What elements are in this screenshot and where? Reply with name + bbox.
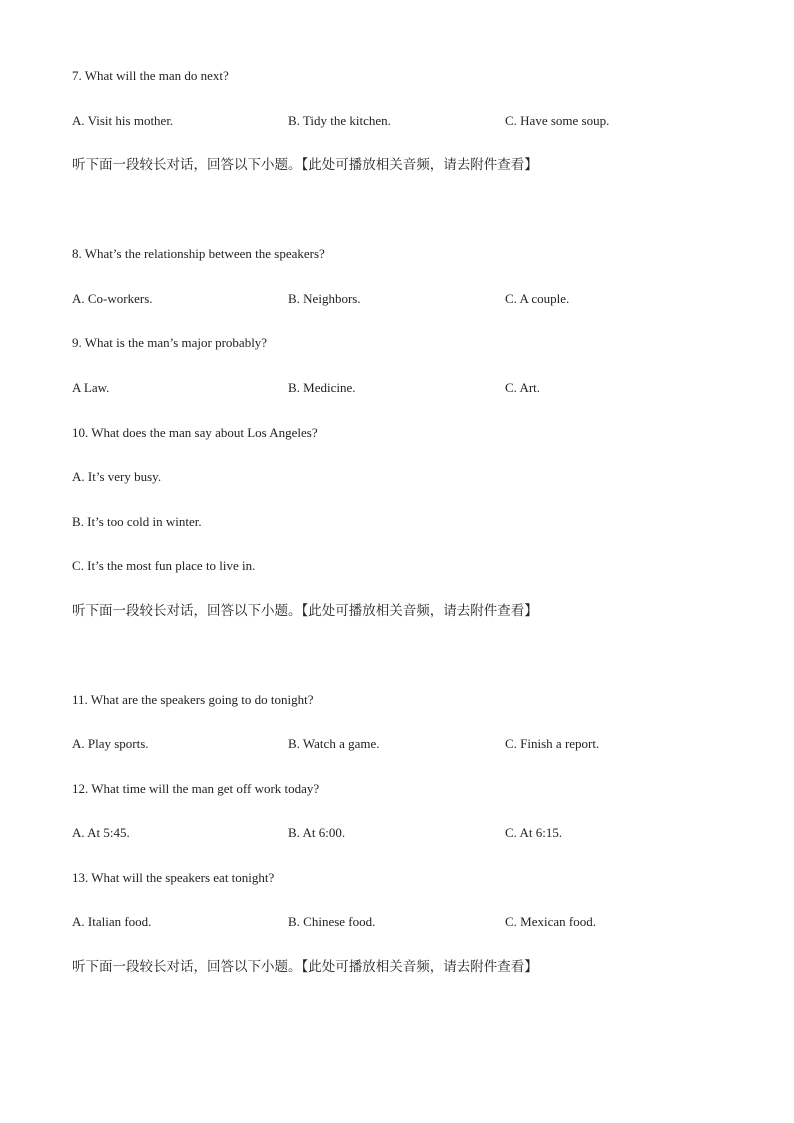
q10-option-b: B. It’s too cold in winter.: [72, 514, 202, 529]
q8-option-a: A. Co-workers.: [72, 291, 153, 306]
q9-option-b: B. Medicine.: [288, 380, 356, 395]
q12-option-a: A. At 5:45.: [72, 825, 130, 840]
q11-option-b: B. Watch a game.: [288, 736, 380, 751]
listening-instruction-1: 听下面一段较长对话，回答以下小题。【此处可播放相关音频，请去附件查看】: [72, 157, 538, 173]
question-7: 7. What will the man do next?: [72, 68, 229, 83]
q12-option-c: C. At 6:15.: [505, 825, 563, 840]
question-9: 9. What is the man’s major probably?: [72, 335, 268, 350]
question-10: 10. What does the man say about Los Angeles?: [72, 425, 318, 440]
question-8: 8. What’s the relationship between the speakers?: [72, 246, 325, 261]
q12-option-b: B. At 6:00.: [288, 825, 346, 840]
q11-option-a: A. Play sports.: [72, 736, 149, 751]
listening-instruction-3: 听下面一段较长对话，回答以下小题。【此处可播放相关音频，请去附件查看】: [72, 959, 538, 975]
q13-option-a: A. Italian food.: [72, 914, 152, 929]
question-11: 11. What are the speakers going to do tonight?: [72, 692, 314, 707]
q7-option-b: B. Tidy the kitchen.: [288, 113, 391, 128]
q8-option-b: B. Neighbors.: [288, 291, 361, 306]
q7-option-a: A. Visit his mother.: [72, 113, 174, 128]
q8-option-c: C. A couple.: [505, 291, 570, 306]
q10-option-c: C. It’s the most fun place to live in.: [72, 558, 256, 573]
q13-option-b: B. Chinese food.: [288, 914, 376, 929]
q7-option-c: C. Have some soup.: [505, 113, 610, 128]
question-13: 13. What will the speakers eat tonight?: [72, 870, 275, 885]
listening-instruction-2: 听下面一段较长对话，回答以下小题。【此处可播放相关音频，请去附件查看】: [72, 603, 538, 619]
q9-option-c: C. Art.: [505, 380, 541, 395]
q9-option-a: A Law.: [72, 380, 110, 395]
question-12: 12. What time will the man get off work today?: [72, 781, 320, 796]
q10-option-a: A. It’s very busy.: [72, 469, 162, 484]
q13-option-c: C. Mexican food.: [505, 914, 596, 929]
q11-option-c: C. Finish a report.: [505, 736, 600, 751]
